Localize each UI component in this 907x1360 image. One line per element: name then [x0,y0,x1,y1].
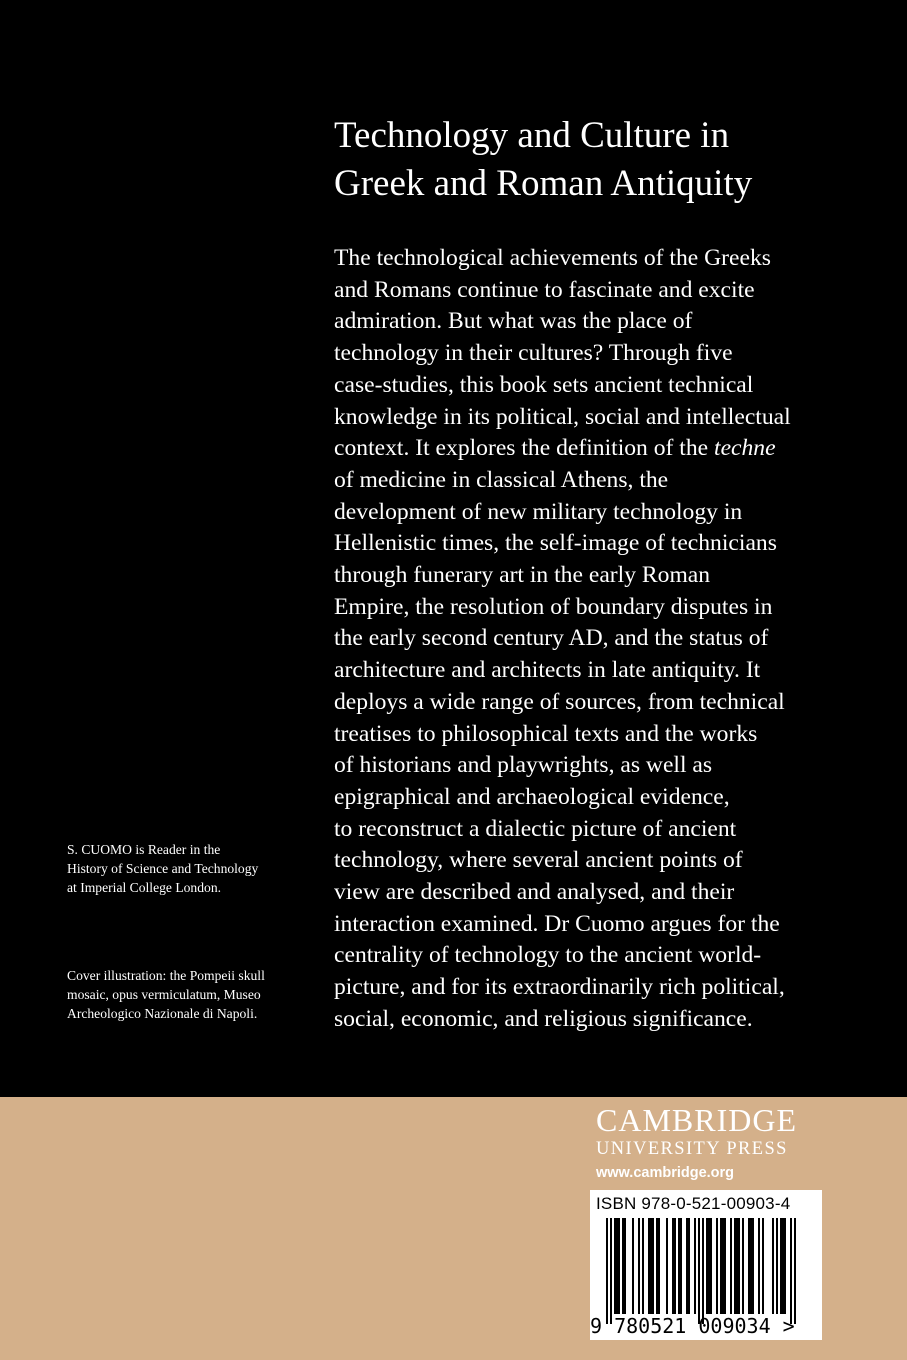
barcode-panel [590,1190,822,1340]
barcode-bar [624,1218,626,1314]
barcode-bar [642,1218,644,1314]
book-blurb [334,243,874,1036]
isbn-label: ISBN 978-0-521-00903-4 [596,1194,791,1213]
blurb-line: deploys a wide range of sources, from technical [334,688,785,715]
barcode-digits [590,1314,795,1338]
barcode-bar [672,1218,674,1314]
author-note-line: History of Science and Technology [67,861,259,876]
blurb-line: epigraphical and archaeological evidence, [334,783,730,810]
author-note [67,840,307,897]
barcode-bar [680,1218,682,1314]
barcode-bar [780,1218,782,1314]
barcode-bar [686,1218,688,1314]
blurb-line: admiration. But what was the place of [334,308,693,335]
author-note-line: S. CUOMO is Reader in the [67,842,221,857]
blurb-line: knowledge in its political, social and intellectual [334,403,791,430]
blurb-line: Empire, the resolution of boundary disputes in [334,593,773,620]
barcode-guard-bar [698,1218,700,1324]
barcode-bar [772,1218,774,1314]
barcode-bar [632,1218,634,1314]
blurb-line: of historians and playwrights, as well as [334,752,713,779]
barcode-bar [724,1218,726,1314]
barcode-guard-bar [610,1218,612,1324]
barcode-digits-text: 9 780521 009034 > [590,1314,795,1338]
author-note-line: at Imperial College London. [67,880,222,895]
blurb-line: centrality of technology to the ancient world- [334,942,762,969]
blurb-line: Hellenistic times, the self-image of technicians [334,530,777,557]
blurb-line: technology, where several ancient points of [334,847,743,874]
barcode-guard-bar [606,1218,608,1324]
barcode-bar [742,1218,744,1314]
barcode-bar [678,1218,680,1314]
barcode-bar [752,1218,754,1314]
blurb-line: treatises to philosophical texts and the works [334,720,758,747]
cover-illustration-note [67,966,307,1023]
barcode-bar [638,1218,640,1314]
barcode-bar [776,1218,778,1314]
barcode-bar [656,1218,658,1314]
cover-note-line: mosaic, opus vermiculatum, Museo [67,987,261,1002]
barcode-bar [716,1218,718,1314]
blurb-line: and Romans continue to fascinate and excite [334,276,755,303]
barcode-bar [730,1218,732,1314]
barcode-bar [736,1218,738,1314]
blurb-line: interaction examined. Dr Cuomo argues for the [334,910,780,937]
barcode-bar [722,1218,724,1314]
barcode-bar [614,1218,616,1314]
barcode-guard-bar [702,1218,704,1324]
barcode-bar [784,1218,786,1314]
barcode-bar [622,1218,624,1314]
blurb-text: context. It explores the definition of the [334,435,715,462]
blurb-italic-term: techne [714,435,776,462]
barcode-bar [708,1218,710,1314]
barcode-guard-bar [790,1218,792,1324]
barcode-bar [762,1218,764,1314]
barcode-bar [694,1218,696,1314]
title-line: Technology and Culture in [334,115,730,156]
barcode-bar [674,1218,676,1314]
blurb-line: picture, and for its extraordinarily rich political, [334,974,785,1001]
barcode-bar [706,1218,708,1314]
barcode-bar [688,1218,690,1314]
blurb-line: The technological achievements of the Greeks [334,245,771,271]
blurb-line: through funerary art in the early Roman [334,562,711,589]
barcode-bar [750,1218,752,1314]
blurb-line: architecture and architects in late antiquity. It [334,657,761,684]
barcode-bar [650,1218,652,1314]
publisher-subname: UNIVERSITY PRESS [596,1139,788,1159]
barcode-bar [758,1218,760,1314]
barcode-bar [782,1218,784,1314]
title-line: Greek and Roman Antiquity [334,163,753,204]
blurb-line: view are described and analysed, and their [334,879,735,906]
barcode-bar [710,1218,712,1314]
barcode-guard-bar [794,1218,796,1324]
blurb-line: the early second century AD, and the status of [334,625,769,652]
barcode-bar [720,1218,722,1314]
blurb-line: social, economic, and religious significance. [334,1005,753,1032]
barcode-bar [734,1218,736,1314]
cover-note-line: Archeologico Nazionale di Napoli. [67,1006,258,1021]
barcode-bar [618,1218,620,1314]
cover-note-line: Cover illustration: the Pompeii skull [67,968,265,983]
book-title [334,112,874,208]
barcode-bar [666,1218,668,1314]
blurb-line: to reconstruct a dialectic picture of ancient [334,815,737,842]
barcode-bar [748,1218,750,1314]
blurb-line: development of new military technology in [334,498,743,525]
barcode-bar [658,1218,660,1314]
publisher-name: CAMBRIDGE [596,1102,798,1138]
blurb-line: case-studies, this book sets ancient technical [334,371,754,398]
blurb-line: technology in their cultures? Through five [334,340,733,367]
barcode-bar [648,1218,650,1314]
barcode-bar [738,1218,740,1314]
barcode-bar [652,1218,654,1314]
blurb-line: of medicine in classical Athens, the [334,466,669,493]
blurb-line [334,433,874,465]
publisher-url: www.cambridge.org [596,1165,735,1181]
barcode-bar [616,1218,618,1314]
